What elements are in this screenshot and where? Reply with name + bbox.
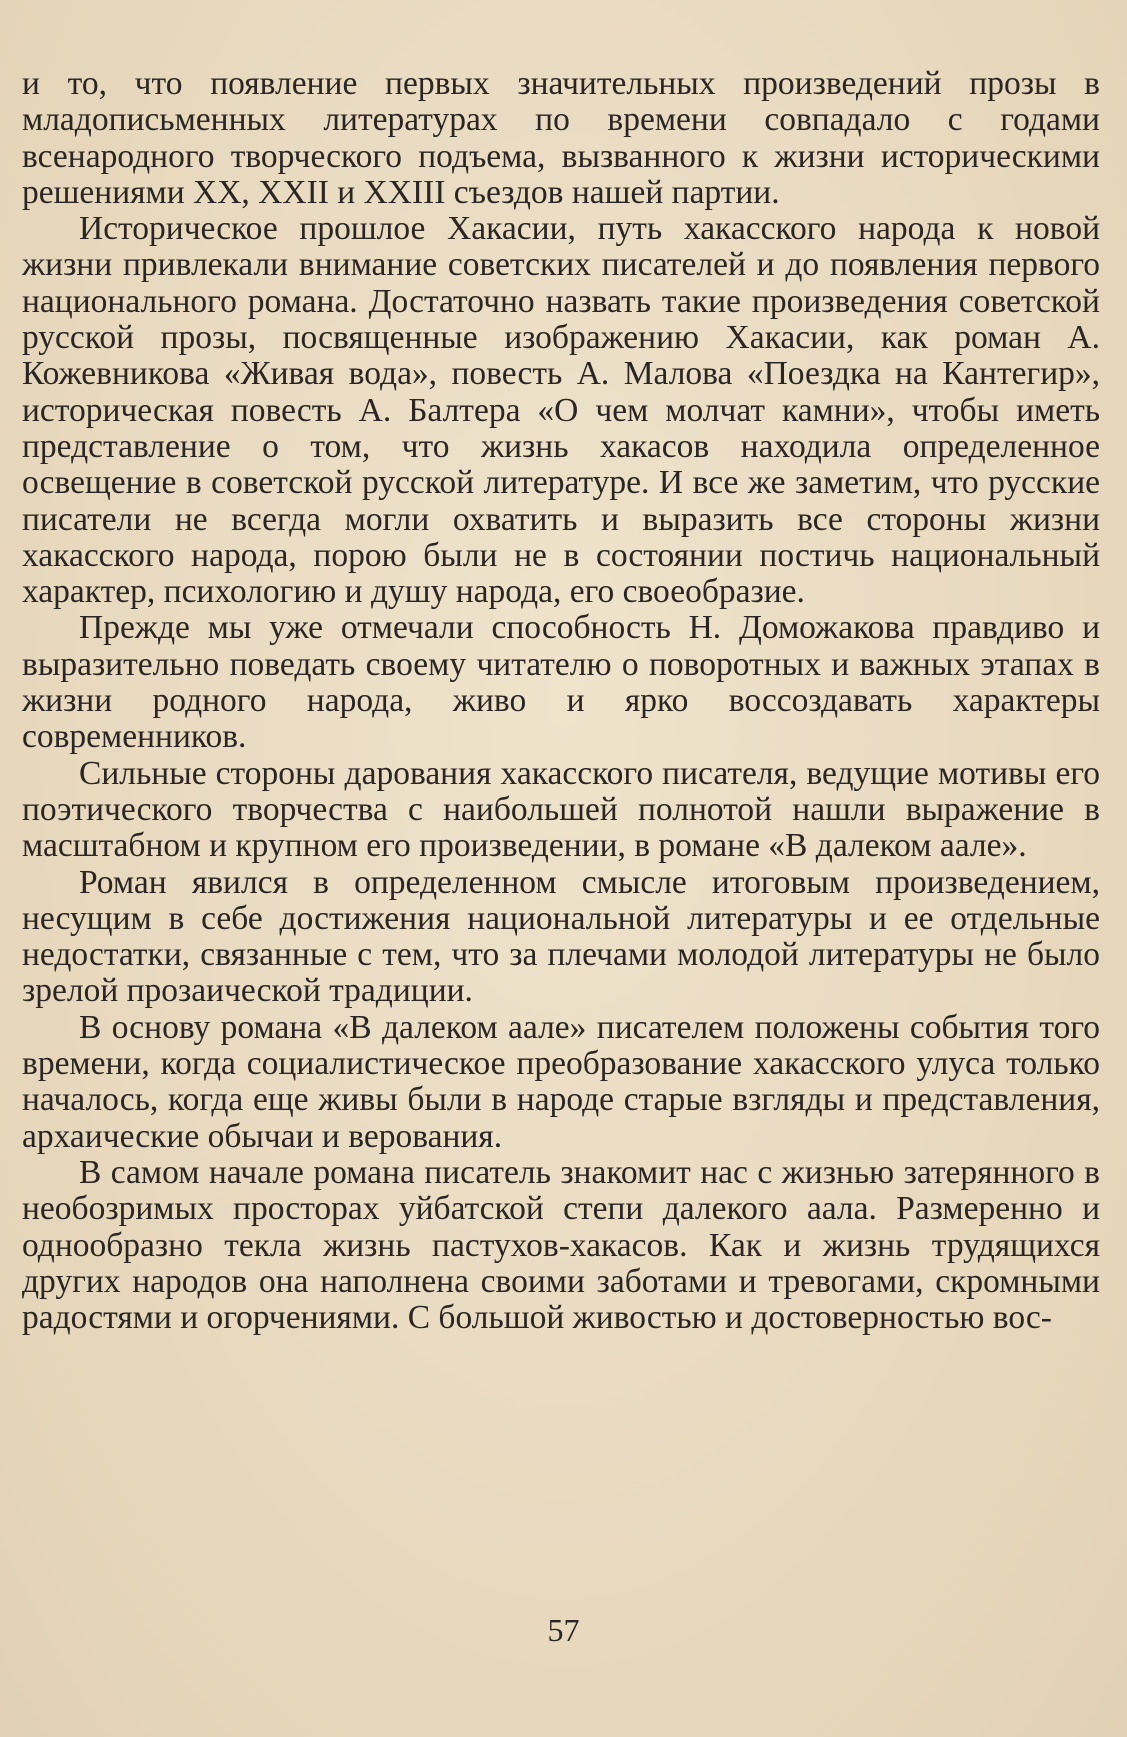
paragraph-6: В основу романа «В далеком аале» писателем положены события того времени, когда социалистическое преобразование хакасского улуса только началось, когда еще живы были в народе старые взгляды и представления, архаические обычаи и верования. — [22, 1008, 1100, 1155]
paragraph-7: В самом начале романа писатель знакомит нас с жизнью затерянного в необозримых просторах уйбатской степи далекого аала. Размеренно и однообразно текла жизнь пастухов-хакасов. Как и жизнь трудящихся других народов она наполнена своими заботами и тревогами, скромными радостями и огорчениями. С большой живостью и достоверностью вос- — [22, 1153, 1100, 1337]
paragraph-3: Прежде мы уже отмечали способность Н. Доможакова правдиво и выразительно поведать своему читателю о поворотных и важных этапах в жизни родного народа, живо и ярко воссоздавать характеры современников. — [22, 609, 1100, 756]
paragraph-4: Сильные стороны дарования хакасского писателя, ведущие мотивы его поэтического творчества с наибольшей полнотой нашли выражение в масштабном и крупном его произведении, в романе «В далеком аале». — [22, 754, 1100, 865]
page-number: 57 — [547, 1612, 580, 1648]
paragraph-5: Роман явился в определенном смысле итоговым произведением, несущим в себе достижения национальной литературы и ее отдельные недостатки, связанные с тем, что за плечами молодой литературы не было зрелой прозаической традиции. — [22, 863, 1100, 1010]
paragraph-2: Историческое прошлое Хакасии, путь хакасского народа к новой жизни привлекали внимание советских писателей и до появления первого национального романа. Достаточно назвать такие произведения советской русской прозы, посвященные изображению Хакасии, как роман А. Кожевникова «Живая вода», повесть А. Малова «Поездка на Кантегир», историческая повесть А. Балтера «О чем молчат камни», чтобы иметь представление о том, что жизнь хакасов находила определенное освещение в советской русской литературе. И все же заметим, что русские писатели не всегда могли охватить и выразить все стороны жизни хакасского народа, порою были не в состоянии постичь национальный характер, психологию и душу народа, его своеобразие. — [22, 210, 1100, 611]
body-text — [22, 66, 1100, 1336]
paragraph-1: и то, что появление первых значительных произведений прозы в младописьменных литературах по времени совпадало с годами всенародного творческого подъема, вызванного к жизни историческими решениями XX, XXII и XXIII съездов нашей партии. — [22, 65, 1100, 211]
